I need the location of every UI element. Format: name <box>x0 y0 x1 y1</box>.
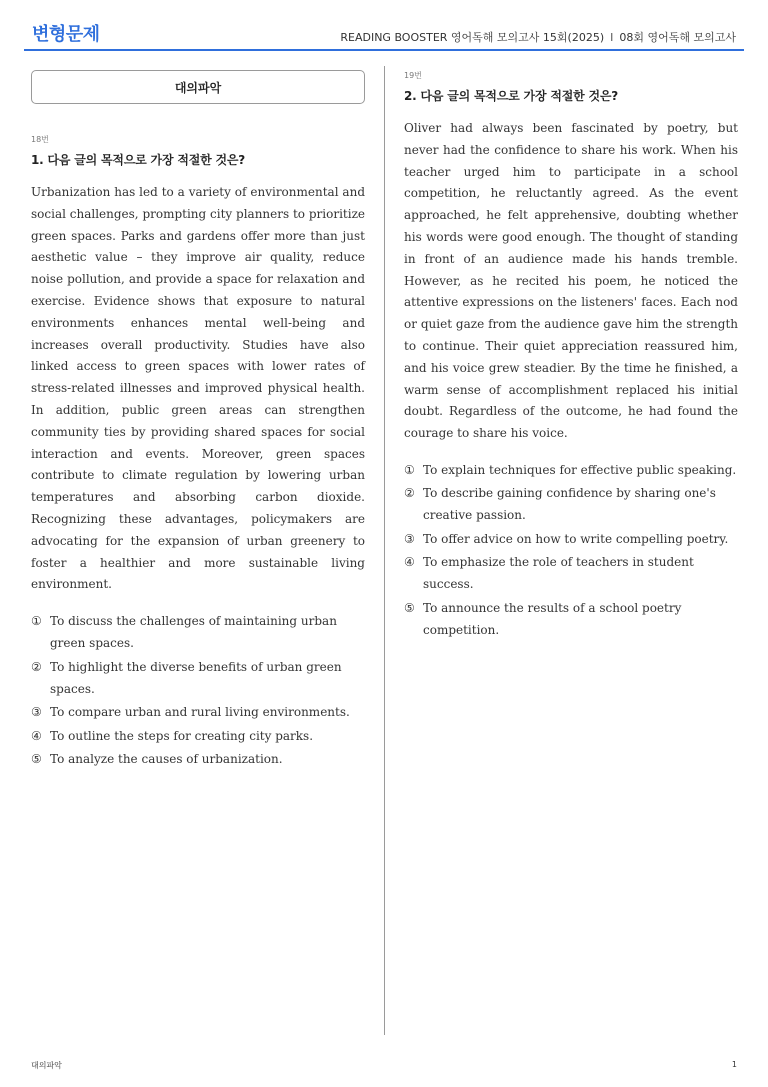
answer-choice[interactable] <box>404 528 738 550</box>
choice-text: To compare urban and rural living environments. <box>50 705 350 720</box>
question-passage: Urbanization has led to a variety of environmental and social challenges, prompting city planners to prioritize green spaces. Parks and gardens offer more than just aesthetic value – they improve air quality, reduce noise pollution, and provide a space for relaxation and exercise. Evidence shows that exposure to natural environments enhances mental well-being and increases overall productivity. Studies have also linked access to green spaces with lower rates of stress-related illnesses and improved physical health. In addition, public green areas can strengthen community ties by providing shared spaces for social interaction and events. Moreover, green spaces contribute to climate regulation by lowering urban temperatures and absorbing carbon dioxide. Recognizing these advantages, policymakers are advocating for the expansion of urban greenery to foster a healthier and more sustainable living environment. <box>31 185 365 592</box>
section-title: 대의파악 <box>174 80 222 95</box>
choice-text: To outline the steps for creating city parks. <box>50 728 314 743</box>
choice-marker: ④ <box>404 555 415 570</box>
header-separator: I <box>610 31 614 44</box>
question-passage: Oliver had always been fascinated by poetry, but never had the confidence to share his work. When his teacher urged him to participate in a school competition, he reluctantly agreed. As the event approached, he felt apprehensive, doubting whether his words were good enough. The thought of standing in front of an audience made his hands tremble. However, as he recited his poem, he noticed the attentive expressions on the listeners' faces. Each nod or quiet gaze from the audience gave him the strength to continue. Their quiet appreciation reassured him, and his voice grew steadier. By the time he finished, a warm sense of accomplishment replaced his initial doubt. Regardless of the outcome, he had found the courage to share his voice. <box>404 121 738 441</box>
answer-choice[interactable] <box>31 656 365 700</box>
choice-marker: ④ <box>31 728 42 743</box>
answer-choice[interactable] <box>31 610 365 654</box>
book-title: READING BOOSTER 영어독해 모의고사 15회(2025) <box>340 31 605 44</box>
right-column <box>404 70 738 642</box>
answer-choice[interactable] <box>31 725 365 747</box>
answer-choice[interactable] <box>31 748 365 770</box>
choice-text: To emphasize the role of teachers in student success. <box>423 555 694 592</box>
question-title: 1. 다음 글의 목적으로 가장 적절한 것은? <box>31 153 246 167</box>
exam-title: 08회 영어독해 모의고사 <box>619 31 736 44</box>
choice-marker: ⑤ <box>31 752 42 767</box>
header-info <box>340 29 736 45</box>
answer-choice[interactable] <box>31 701 365 723</box>
choice-text: To describe gaining confidence by sharing one's creative passion. <box>423 486 716 523</box>
answer-choice[interactable] <box>404 597 738 641</box>
choice-text: To announce the results of a school poetry competition. <box>423 600 682 637</box>
answer-choice[interactable] <box>404 551 738 595</box>
choice-text: To discuss the challenges of maintaining urban green spaces. <box>50 614 337 651</box>
choice-text: To offer advice on how to write compelling poetry. <box>423 531 729 546</box>
page-number: 1 <box>731 1060 737 1069</box>
choice-marker: ⑤ <box>404 600 415 615</box>
footer-section-label: 대의파악 <box>31 1061 62 1070</box>
choice-marker: ③ <box>404 531 415 546</box>
question-source: 19번 <box>404 71 422 80</box>
answer-choices <box>404 459 738 641</box>
choice-marker: ③ <box>31 705 42 720</box>
choice-marker: ① <box>404 462 415 477</box>
choice-marker: ② <box>404 486 415 501</box>
choice-text: To analyze the causes of urbanization. <box>50 752 283 767</box>
page-header <box>24 0 744 51</box>
left-column <box>31 70 365 772</box>
choice-text: To highlight the diverse benefits of urban green spaces. <box>50 659 342 696</box>
question-title: 2. 다음 글의 목적으로 가장 적절한 것은? <box>404 89 619 103</box>
brand-title: 변형문제 <box>32 24 100 45</box>
answer-choice[interactable] <box>404 482 738 526</box>
answer-choice[interactable] <box>404 459 738 481</box>
section-title-box <box>31 70 365 104</box>
question-source: 18번 <box>31 135 49 144</box>
choice-text: To explain techniques for effective public speaking. <box>423 462 737 477</box>
choice-marker: ① <box>31 614 42 629</box>
column-divider <box>384 66 385 1035</box>
choice-marker: ② <box>31 659 42 674</box>
answer-choices <box>31 610 365 770</box>
